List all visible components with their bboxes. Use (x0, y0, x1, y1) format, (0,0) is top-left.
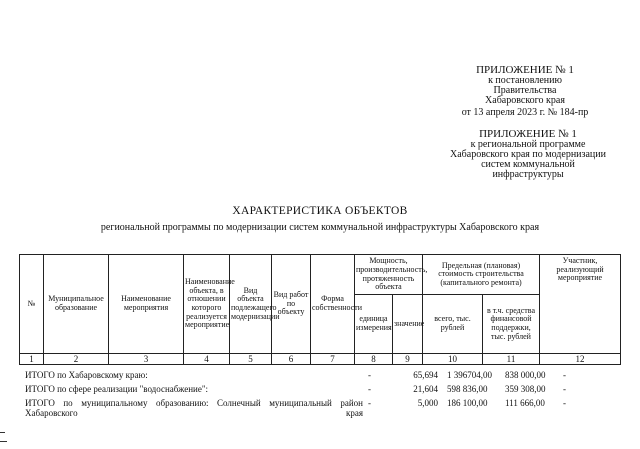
document-title: ХАРАКТЕРИСТИКА ОБЪЕКТОВ (232, 205, 408, 217)
total-financial-support: 359 308,00 (505, 384, 546, 394)
appendix-2-line: систем коммунальной (481, 159, 575, 170)
appendix-1-line: Правительства (493, 85, 557, 96)
scan-edge-mark (0, 432, 5, 433)
total-cost: 186 100,00 (447, 398, 488, 408)
column-number: 3 (109, 354, 184, 365)
appendix-1-line: к постановлению (488, 75, 562, 86)
total-participant: - (563, 398, 566, 408)
column-number: 5 (230, 354, 272, 365)
total-unit: - (368, 398, 371, 408)
column-number: 8 (355, 354, 393, 365)
appendix-2-heading: ПРИЛОЖЕНИЕ № 1 (479, 128, 577, 140)
column-number: 12 (540, 354, 621, 365)
column-number: 11 (483, 354, 540, 365)
total-label: ИТОГО по сфере реализации "водоснабжение": (25, 384, 209, 394)
appendix-2-line: Хабаровского края по модернизации (450, 149, 606, 160)
document-subtitle: региональной программы по модернизации систем коммунальной инфраструктуры Хабаровского края (100, 222, 540, 233)
column-number: 7 (311, 354, 355, 365)
column-number: 4 (184, 354, 230, 365)
column-number: 6 (272, 354, 311, 365)
column-number: 10 (423, 354, 483, 365)
total-value: 5,000 (417, 398, 438, 408)
header-value: значение (393, 295, 423, 354)
appendix-1-block (440, 64, 610, 118)
total-value: 65,694 (413, 370, 438, 380)
appendix-1-line: Хабаровского края (485, 95, 565, 106)
header-cost-financial-support: в т.ч. средства финансовой поддержки, тыс. рублей (483, 295, 540, 354)
header-participant: Участник, реализующий мероприятие (540, 255, 621, 354)
header-object-type: Вид объекта подлежащего модернизации (230, 255, 272, 354)
total-label: ИТОГО по Хабаровскому краю: (25, 370, 148, 380)
appendix-1-heading: ПРИЛОЖЕНИЕ № 1 (476, 64, 574, 76)
header-unit: единица измерения (355, 295, 393, 354)
total-unit: - (368, 370, 371, 380)
total-participant: - (563, 384, 566, 394)
total-financial-support: 838 000,00 (505, 370, 546, 380)
header-event: Наименование мероприятия (109, 255, 184, 354)
total-cost: 1 396704,00 (447, 370, 492, 380)
column-number: 9 (393, 354, 423, 365)
total-unit: - (368, 384, 371, 394)
header-work-type: Вид работ по объекту (272, 255, 311, 354)
header-capacity: Мощность, производительность, протяженность объекта (355, 255, 423, 295)
total-participant: - (563, 370, 566, 380)
column-number: 2 (44, 354, 109, 365)
header-num: № (20, 255, 44, 354)
header-ownership: Форма собственности (311, 255, 355, 354)
column-number: 1 (20, 354, 44, 365)
appendix-2-line: инфраструктуры (492, 169, 564, 180)
header-object-name: Наименование объекта, в отношении которого реализуется мероприятие (184, 255, 230, 354)
header-cost-total: всего, тыс. рублей (423, 295, 483, 354)
appendix-2-line: к региональной программе (470, 139, 586, 150)
objects-table (19, 254, 621, 365)
scan-edge-mark (0, 441, 7, 442)
header-cost: Предельная (плановая) стоимость строительства (капитального ремонта) (423, 255, 540, 295)
total-value: 21,604 (413, 384, 438, 394)
total-cost: 598 836,00 (447, 384, 488, 394)
appendix-2-block (430, 128, 626, 180)
appendix-1-decree-date: от 13 апреля 2023 г. № 184-пр (461, 107, 589, 118)
header-municipality: Муниципальное образование (44, 255, 109, 354)
total-financial-support: 111 666,00 (505, 398, 545, 408)
total-label: ИТОГО по муниципальному образованию: Солнечный муниципальный район Хабаровского края (25, 398, 363, 418)
